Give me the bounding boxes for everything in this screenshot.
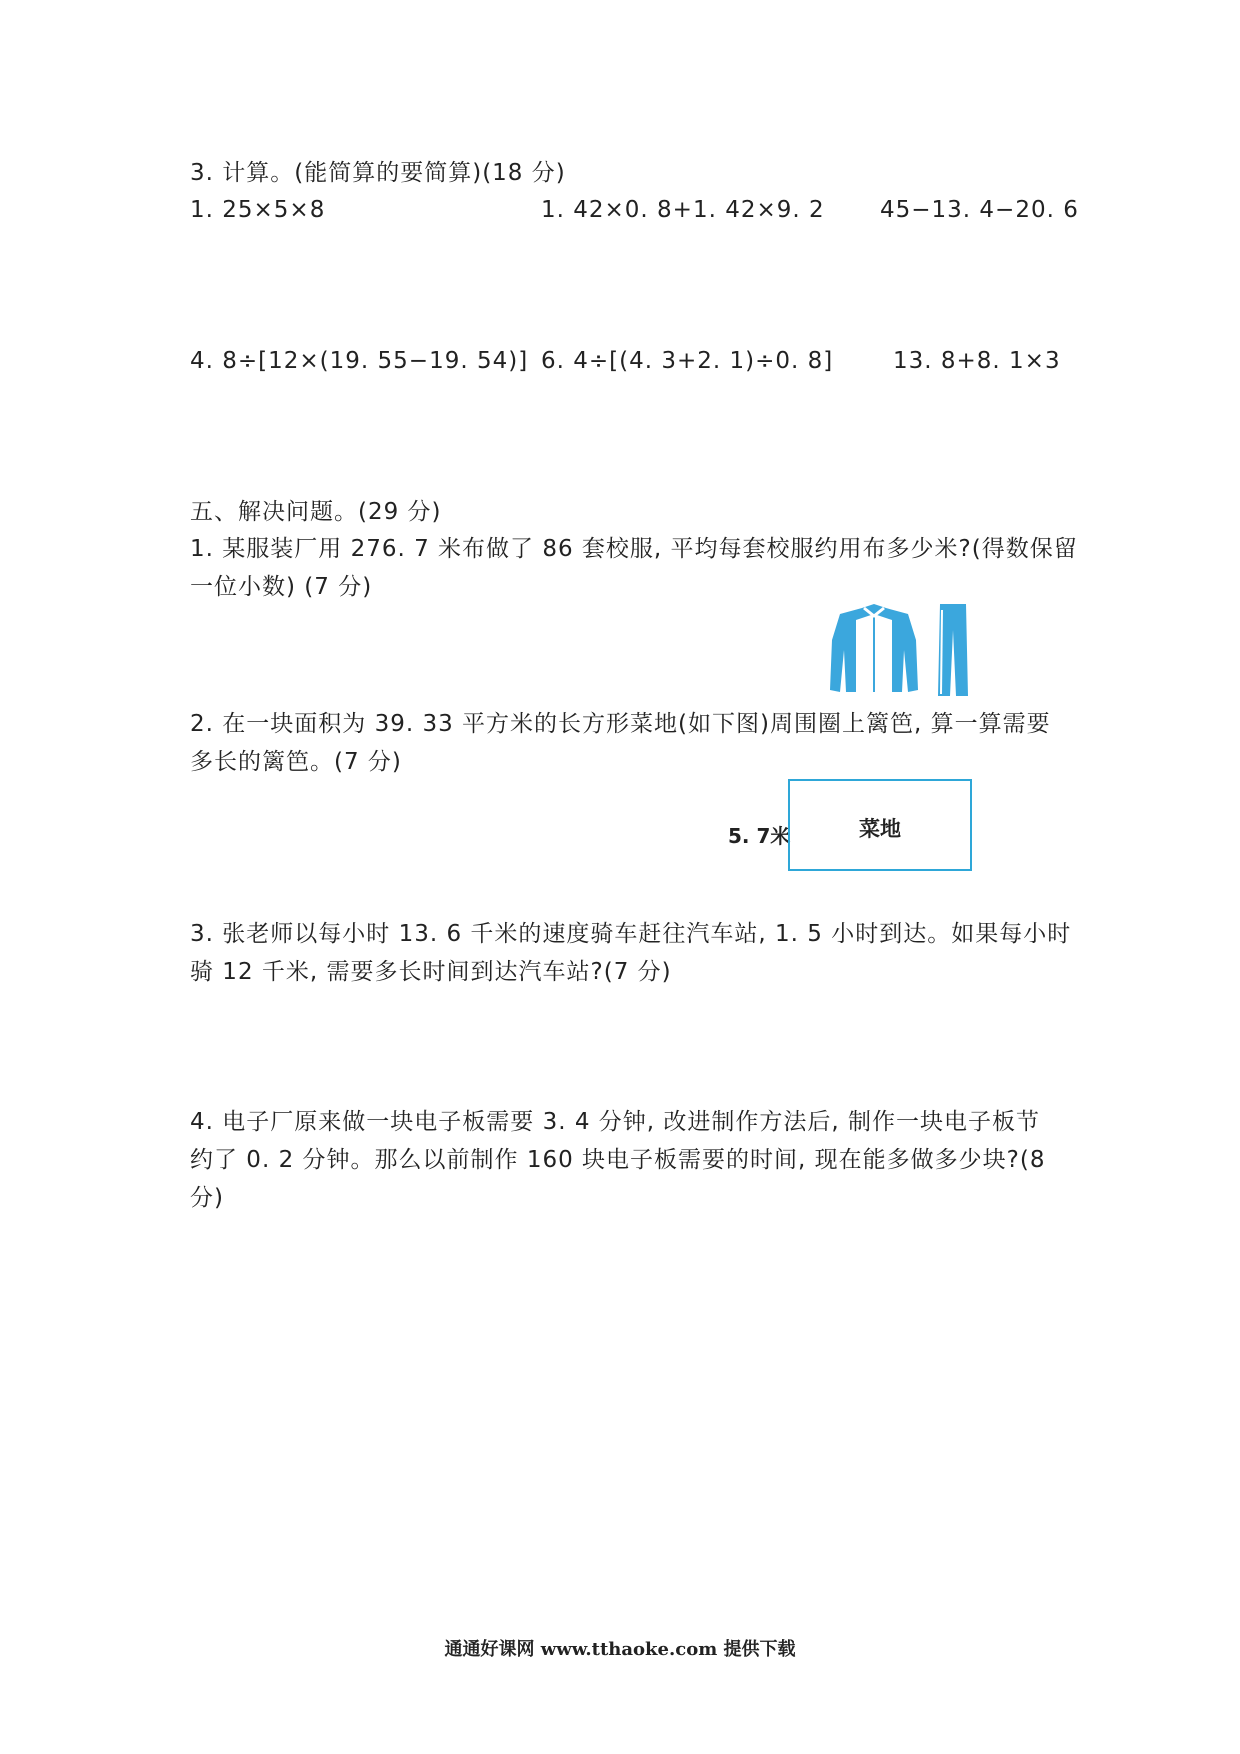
vegetable-plot-label: 菜地: [859, 817, 901, 841]
calc-expression: 4. 8÷[12×(19. 55−19. 54)]: [190, 348, 529, 374]
calc-expression: 45−13. 4−20. 6: [880, 197, 1079, 223]
question-3-line2: 骑 12 千米, 需要多长时间到达汽车站?(7 分): [190, 959, 672, 985]
question-2-line2: 多长的篱笆。(7 分): [190, 749, 402, 775]
calc-expression: 1. 42×0. 8+1. 42×9. 2: [541, 197, 825, 223]
vegetable-plot-rectangle: [788, 779, 972, 871]
calc-expression: 1. 25×5×8: [190, 197, 326, 223]
question-2-line1: 2. 在一块面积为 39. 33 平方米的长方形菜地(如下图)周围圈上篱笆, 算一算需要: [190, 711, 1051, 737]
calc-heading: 3. 计算。(能简算的要简算)(18 分): [190, 160, 566, 186]
footer-credit: 通通好课网 www.tthaoke.com 提供下载: [444, 1639, 796, 1660]
question-1-line2: 一位小数) (7 分): [190, 574, 373, 600]
jacket-icon: [830, 604, 918, 692]
question-4-line1: 4. 电子厂原来做一块电子板需要 3. 4 分钟, 改进制作方法后, 制作一块电子板节: [190, 1109, 1041, 1135]
question-4-line3: 分): [190, 1185, 224, 1211]
section5-heading: 五、解决问题。(29 分): [190, 499, 442, 525]
calc-expression: 6. 4÷[(4. 3+2. 1)÷0. 8]: [541, 348, 834, 374]
calc-expression: 13. 8+8. 1×3: [893, 348, 1061, 374]
side-length-label: 5. 7米: [728, 824, 791, 848]
question-3-line1: 3. 张老师以每小时 13. 6 千米的速度骑车赶往汽车站, 1. 5 小时到达。如果每小时: [190, 921, 1072, 947]
school-uniform-illustration: [828, 600, 978, 700]
question-1-line1: 1. 某服装厂用 276. 7 米布做了 86 套校服, 平均每套校服约用布多少米?(得数保留: [190, 536, 1078, 562]
question-4-line2: 约了 0. 2 分钟。那么以前制作 160 块电子板需要的时间, 现在能多做多少块?(8: [190, 1147, 1046, 1173]
trousers-icon: [938, 604, 968, 696]
